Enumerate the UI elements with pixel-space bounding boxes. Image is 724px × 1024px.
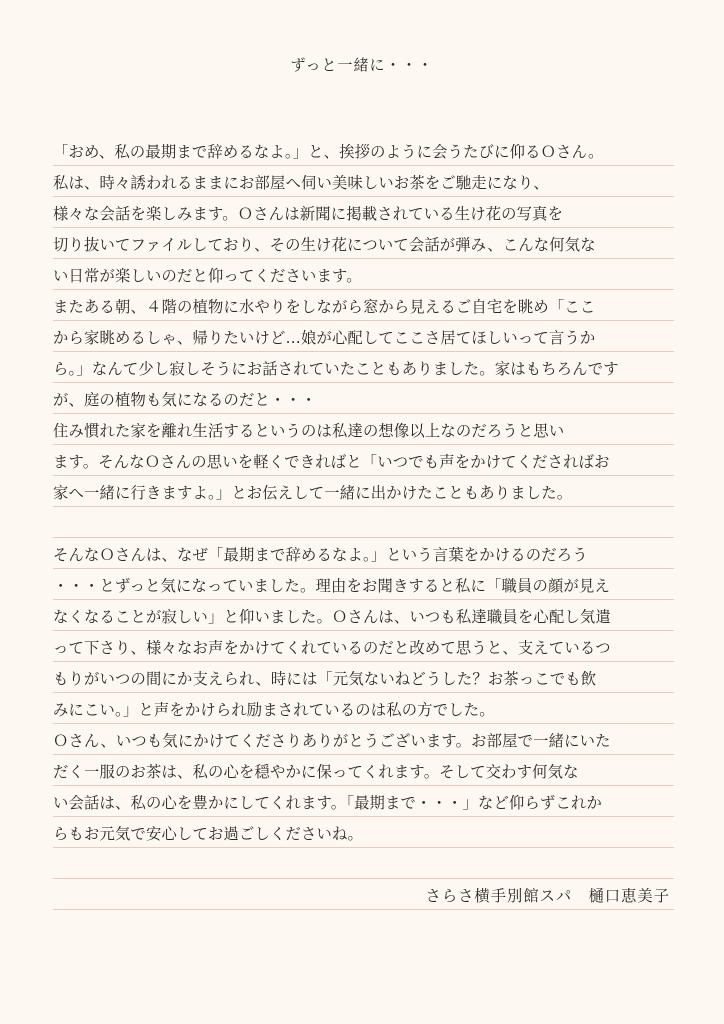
letter-line: 家へ一緒に行きますよ。」とお伝えして一緒に出かけたこともありました。	[53, 484, 573, 502]
ruled-line	[53, 414, 674, 445]
letter-line: い日常が楽しいのだと仰ってくださいます。	[53, 267, 362, 285]
letter-line: 私は、時々誘われるままにお部屋へ伺い美味しいお茶をご馳走になり、	[53, 174, 549, 192]
ruled-line	[53, 786, 674, 817]
ruled-line	[53, 228, 674, 259]
letter-line: 切り抜いてファイルしており、その生け花について会話が弾み、こんな何気な	[53, 236, 596, 254]
letter-title: ずっと一緒に・・・	[290, 56, 434, 74]
ruled-line	[53, 290, 674, 321]
letter-line: そんなＯさんは、なぜ「最期まで辞めるなよ。」という言葉をかけるのだろう	[53, 546, 588, 564]
letter-line: って下さり、様々なお声をかけてくれているのだと改めて思うと、支えているつ	[53, 639, 611, 657]
letter-line: またある朝、４階の植物に水やりをしながら窓から見えるご自宅を眺め「ここ	[53, 298, 596, 316]
ruled-line	[53, 445, 674, 476]
ruled-line	[53, 476, 674, 507]
ruled-line	[53, 724, 674, 755]
letter-line: Ｏさん、いつも気にかけてくださりありがとうございます。お部屋で一緒にいた	[53, 732, 611, 750]
letter-line: もりがいつの間にか支えられ、時には「元気ないねどうした？お茶っこでも飲	[53, 670, 597, 688]
ruled-line	[53, 507, 674, 538]
signature: さらさ横手別館スパ 樋口恵美子	[425, 887, 670, 905]
ruled-line	[53, 352, 674, 383]
letter-line: い会話は、私の心を豊かにしてくれます。「最期まで・・・」など仰らずこれか	[53, 794, 603, 812]
ruled-line	[53, 383, 674, 414]
ruled-line	[53, 538, 674, 569]
letter-line: が、庭の植物も気になるのだと・・・	[53, 391, 317, 409]
ruled-line	[53, 197, 674, 228]
letter-line: ・・・とずっと気になっていました。理由をお聞きすると私に「職員の顔が見え	[53, 577, 610, 595]
ruled-line	[53, 662, 674, 693]
letter-line: 住み慣れた家を離れ生活するというのは私達の想像以上なのだろうと思い	[53, 422, 565, 440]
letter-line: ます。そんなＯさんの思いを軽くできればと「いつでも声をかけてくださればお	[53, 453, 610, 471]
ruled-line	[53, 631, 674, 662]
ruled-line	[53, 135, 674, 166]
letter-line: らもお元気で安心してお過ごしくださいね。	[53, 825, 363, 843]
letter-line: みにこい。」と声をかけられ励まされているのは私の方でした。	[53, 701, 495, 719]
letter-line: から家眺めるしゃ、帰りたいけど…娘が心配してここさ居てほしいって言うか	[53, 329, 596, 347]
letter-line: ら。」なんて少し寂しそうにお話されていたこともありました。家はもちろんです	[53, 360, 619, 378]
ruled-line	[53, 166, 674, 197]
letter-line: 「おめ、私の最期まで辞めるなよ。」と、挨拶のように会うたびに仰るＯさん。	[53, 143, 604, 161]
letter-line: 様々な会話を楽しみます。Ｏさんは新聞に掲載されている生け花の写真を	[53, 205, 564, 223]
ruled-line	[53, 755, 674, 786]
ruled-line	[53, 693, 674, 724]
ruled-line	[53, 600, 674, 631]
letter-line: なくなることが寂しい」と仰いました。Ｏさんは、いつも私達職員を心配し気遣	[53, 608, 611, 626]
ruled-line	[53, 321, 674, 352]
ruled-line	[53, 848, 674, 879]
ruled-line	[53, 817, 674, 848]
signature-line	[53, 879, 674, 910]
ruled-line	[53, 259, 674, 290]
ruled-line	[53, 569, 674, 600]
letter-line: だく一服のお茶は、私の心を穏やかに保ってくれます。そして交わす何気な	[53, 763, 579, 781]
